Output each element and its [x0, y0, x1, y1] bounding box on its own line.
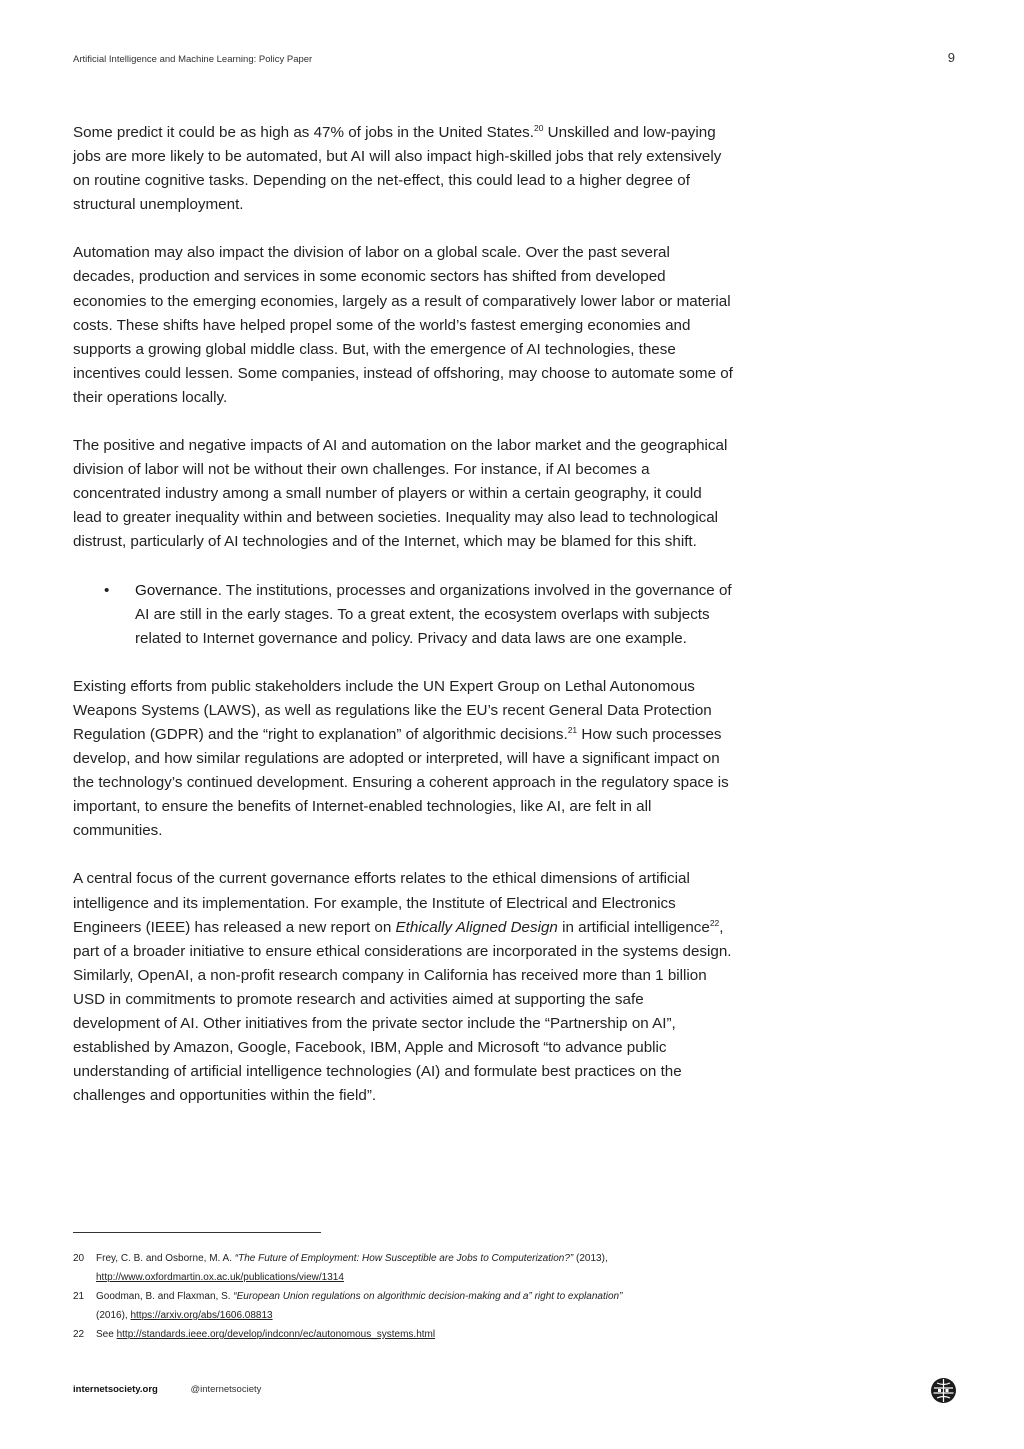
- footer-site-link[interactable]: internetsociety.org: [73, 1384, 158, 1395]
- footnote-divider: [73, 1232, 321, 1233]
- footnote-text: Frey, C. B. and Osborne, M. A.: [96, 1253, 235, 1264]
- paragraph-2: Automation may also impact the division of labor on a global scale. Over the past several decades, production and services in some economic sectors has shifted from developed economies to the emerging economies, largely as a result of comparatively lower labor or material costs. These shifts have helped propel some of the world’s fastest emerging economies and supports a growing global middle class. But, with the emergence of AI technologies, these incentives could lessen. Some companies, instead of offshoring, may choose to automate some of their operations locally.: [73, 244, 733, 406]
- footnote-22: [73, 1325, 713, 1344]
- paragraph-4: [73, 675, 733, 844]
- footnote-text: (2013),: [573, 1253, 608, 1264]
- footnote-number: 21: [73, 1291, 85, 1302]
- footnote-text: Goodman, B. and Flaxman, S.: [96, 1291, 234, 1302]
- footnote-link[interactable]: http://www.oxfordmartin.ox.ac.uk/publications/view/1314: [96, 1272, 344, 1283]
- page-footer: [73, 1384, 261, 1395]
- paragraph-5-text-b: in artificial intelligence: [557, 918, 710, 936]
- page-header-title: Artificial Intelligence and Machine Learning: Policy Paper: [73, 54, 313, 65]
- paragraph-1: [73, 121, 733, 217]
- footnote-number: 20: [73, 1253, 85, 1264]
- footnote-ref-22[interactable]: 22: [709, 917, 720, 928]
- body-text: [73, 121, 733, 1132]
- footnote-text: See: [96, 1329, 117, 1340]
- footnote-number: 22: [73, 1329, 85, 1340]
- paragraph-4-text-b: How such processes develop, and how similar regulations are adopted or interpreted, will have a significant impact on the technology’s continued development. Ensuring a coherent approach in the regulatory space is important, to ensure the benefits of Internet-enabled technologies, like AI, are felt in all communities.: [73, 725, 729, 840]
- bullet-icon: •: [104, 581, 110, 599]
- paragraph-5: [73, 867, 733, 1108]
- footnote-20: [73, 1249, 713, 1287]
- footnote-21: [73, 1287, 713, 1325]
- paragraph-4-text-a: Existing efforts from public stakeholders include the UN Expert Group on Lethal Autonomous Weapons Systems (LAWS), as well as regulations like the EU’s recent General Data Protection Regulation (GDPR) and the “right to explanation” of algorithmic decisions.: [73, 677, 712, 743]
- paragraph-1-text-b: Unskilled and low-paying jobs are more likely to be automated, but AI will also impact high-skilled jobs that rely extensively on routine cognitive tasks. Depending on the net-effect, this could lead to a higher degree of structural unemployment.: [73, 124, 722, 214]
- governance-bullet: [73, 579, 733, 651]
- footnote-ref-21[interactable]: 21: [567, 724, 578, 735]
- footnote-text: (2016),: [96, 1310, 131, 1321]
- footnote-title: “The Future of Employment: How Susceptible are Jobs to Computerization?”: [234, 1253, 574, 1264]
- paragraph-5-text-c: , part of a broader initiative to ensure ethical considerations are incorporated in the systems design. Similarly, OpenAI, a non-profit research company in California has received more than 1 billion USD in commitments to promote research and activities aimed at supporting the safe development of AI. Other initiatives from the private sector include the “Partnership on AI”, established by Amazon, Google, Facebook, IBM, Apple and Microsoft “to advance public understanding of artificial intelligence technologies (AI) and formulate best practices on the challenges and opportunities within the field”.: [73, 918, 732, 1105]
- paragraph-3: The positive and negative impacts of AI and automation on the labor market and the geographical division of labor will not be without their own challenges. For instance, if AI becomes a concentrated industry among a small number of players or within a certain geography, it could lead to greater inequality within and between societies. Inequality may also lead to technological distrust, particularly of AI technologies and of the Internet, which may be blamed for this shift.: [73, 437, 728, 551]
- ethically-aligned-design-title: Ethically Aligned Design: [395, 918, 558, 936]
- paragraph-1-text-a: Some predict it could be as high as 47% of jobs in the United States.: [73, 124, 534, 141]
- footnote-link[interactable]: https://arxiv.org/abs/1606.08813: [130, 1310, 273, 1321]
- governance-term: Governance: [135, 581, 218, 599]
- governance-text: . The institutions, processes and organizations involved in the governance of AI are still in the early stages. To a great extent, the ecosystem overlaps with subjects related to Internet governance and policy. Privacy and data laws are one example.: [135, 581, 732, 647]
- footnote-title: “European Union regulations on algorithmic decision-making and a” right to explanation”: [233, 1291, 623, 1302]
- footer-social-handle[interactable]: @internetsociety: [190, 1384, 262, 1395]
- page-number: 9: [947, 50, 955, 65]
- footnotes: [73, 1249, 713, 1344]
- footnote-ref-20[interactable]: 20: [533, 123, 544, 133]
- paragraph-5-text-a: A central focus of the current governance efforts relates to the ethical dimensions of artificial intelligence and its implementation. For example, the Institute of Electrical and Electronics Engineers (IEEE) has released a new report on: [73, 870, 690, 936]
- footnote-link[interactable]: http://standards.ieee.org/develop/indconn/ec/autonomous_systems.html: [116, 1329, 436, 1340]
- internet-society-globe-icon: [930, 1377, 957, 1404]
